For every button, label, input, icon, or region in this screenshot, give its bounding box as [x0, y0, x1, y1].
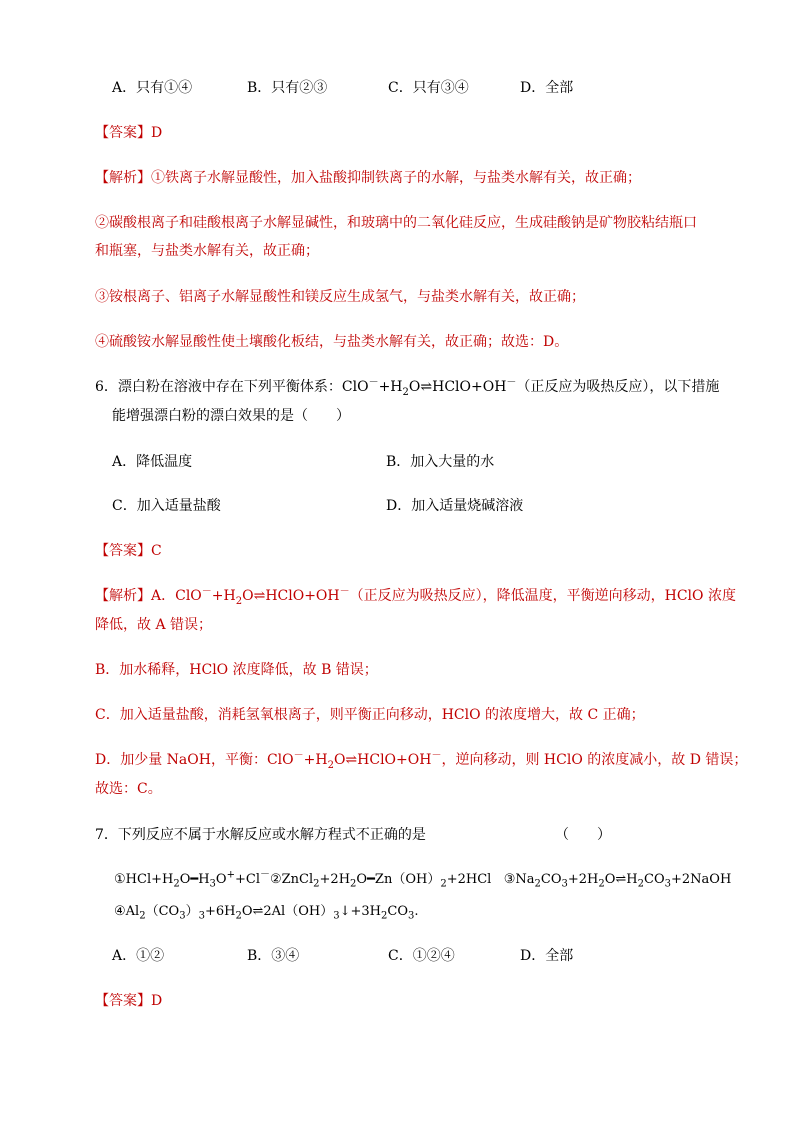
eq-part: H [198, 872, 210, 887]
eq-part: ③Na [503, 872, 535, 887]
sub: 3 [333, 910, 340, 922]
eq-part: +2H [567, 872, 599, 887]
q6-a-suffix: （正反应为吸热反应），降低温度，平衡逆向移动，HClO 浓度 [349, 588, 736, 604]
sub: 3 [198, 910, 205, 922]
sub: 2 [534, 878, 541, 890]
q6-analysis-line-3: B．加水稀释，HClO 浓度降低，故 B 错误； [95, 662, 378, 678]
eq-part: （CO [145, 904, 180, 919]
q5-answer: 【答案】D [95, 125, 163, 141]
q6-d-suffix: ，逆向移动，则 HClO 的浓度减小，故 D 错误； [441, 752, 748, 768]
q6-a-prefix: A．ClO [151, 588, 202, 604]
eq-part: ） [185, 904, 199, 919]
q6-a-mid2: O⇌HClO+OH [242, 588, 340, 604]
eq-part: +Cl [234, 872, 260, 887]
q5-option-c: C．只有③④ [388, 80, 469, 96]
eq-part: +2H [319, 872, 351, 887]
sup: + [226, 869, 235, 881]
q7-answer: 【答案】D [95, 993, 163, 1009]
sub: 2 [440, 878, 447, 890]
q6-stem-line-1 [95, 377, 719, 397]
q6-analysis-line-6: 故选：C。 [95, 781, 162, 797]
q5-analysis-line-4: ③铵根离子、铝离子水解显酸性和镁反应生成氢气，与盐类水解有关，故正确； [95, 289, 585, 305]
sub: 2 [350, 878, 357, 890]
q6-analysis-line-5 [95, 750, 747, 770]
eq-part: CO [540, 872, 562, 887]
q7-option-b: B．③④ [247, 948, 300, 964]
sub: 3 [664, 878, 671, 890]
sub: 2 [637, 878, 645, 890]
q6-answer: 【答案】C [95, 543, 162, 559]
sub: 2 [381, 910, 388, 922]
q6-stem-suffix: （正反应为吸热反应），以下措施 [516, 379, 720, 395]
q7-option-c: C．①②④ [388, 948, 455, 964]
q6-stem-mid2: O⇌HClO+OH [408, 379, 507, 395]
q6-d-mid2: O⇌HClO+OH [333, 752, 432, 768]
eq-part: ━ [190, 872, 199, 887]
sub: 2 [327, 759, 334, 771]
q5-analysis-text-1: ①铁离子水解显酸性，加入盐酸抑制铁离子的水解，与盐类水解有关，故正确； [151, 170, 641, 186]
q7-equations-line-1 [114, 870, 731, 890]
eq-part: ━ [367, 872, 375, 887]
q7-stem: 7．下列反应不属于水解反应或水解方程式不正确的是 [95, 827, 426, 843]
q6-option-d: D．加入适量烧碱溶液 [386, 498, 524, 514]
eq-part: CO [644, 872, 665, 887]
sub: 2 [139, 910, 146, 922]
sub: 2 [402, 386, 409, 398]
q6-a-mid: +H [211, 588, 236, 604]
q6-analysis-label: 【解析】 [95, 588, 151, 604]
q6-option-b: B．加入大量的水 [386, 454, 495, 470]
q6-d-mid: +H [303, 752, 328, 768]
q5-option-b: B．只有②③ [247, 80, 328, 96]
q5-analysis-line-1 [95, 168, 641, 188]
eq-part: +2NaOH [671, 872, 732, 887]
q5-analysis-line-2: ②碳酸根离子和硅酸根离子水解显碱性，和玻璃中的二氧化硅反应，生成硅酸钠是矿物胶粘结瓶口 [95, 215, 697, 231]
q6-stem-line-2: 能增强漂白粉的漂白效果的是（ ） [112, 408, 350, 424]
eq-part: +6H [204, 904, 236, 919]
sub: 2 [173, 878, 180, 890]
sup: － [339, 586, 350, 598]
eq-part: O⇌H [604, 872, 638, 887]
sup: － [293, 750, 304, 762]
sup: － [201, 586, 212, 598]
q5-option-a: A．只有①④ [112, 80, 193, 96]
q7-stem-paren: （ ） [555, 827, 611, 843]
q7-equations-line-2 [114, 902, 419, 922]
q5-analysis-line-5: ④硫酸铵水解显酸性使土壤酸化板结，与盐类水解有关，故正确；故选：D。 [95, 334, 569, 350]
q6-option-a: A．降低温度 [112, 454, 193, 470]
q7-option-d: D．全部 [520, 948, 574, 964]
eq-part: CO [387, 904, 408, 919]
q6-d-prefix: D．加少量 NaOH，平衡：ClO [95, 752, 294, 768]
eq-part: O [215, 872, 227, 887]
eq-part: Zn（OH） [374, 872, 441, 887]
eq-part: ↓+3H [339, 904, 381, 919]
eq-part: +2HCl [446, 872, 492, 887]
sub: 2 [235, 910, 242, 922]
q6-analysis-line-1 [95, 586, 736, 606]
eq-part: ①HCl+H [114, 872, 174, 887]
q6-stem-mid: +H [378, 379, 403, 395]
sub: 2 [235, 595, 243, 607]
sub: 3 [407, 910, 415, 922]
q6-analysis-line-4: C．加入适量盐酸，消耗氢氧根离子，则平衡正向移动，HClO 的浓度增大，故 C 正确； [95, 707, 645, 723]
q6-analysis-line-2: 降低，故 A 错误； [95, 617, 213, 633]
q7-option-a: A．①② [112, 948, 165, 964]
q6-option-c: C．加入适量盐酸 [112, 498, 221, 514]
eq-part: ④Al [114, 904, 140, 919]
sup: － [506, 377, 517, 389]
sub: 2 [598, 878, 605, 890]
q5-analysis-line-3: 和瓶塞，与盐类水解有关，故正确； [95, 243, 319, 259]
eq-part: O [179, 872, 191, 887]
q6-stem-prefix: 6．漂白粉在溶液中存在下列平衡体系：ClO [95, 379, 369, 395]
eq-part: ②ZnCl [269, 872, 314, 887]
sub: 3 [561, 878, 568, 890]
sup: － [431, 750, 442, 762]
q5-option-d: D．全部 [520, 80, 574, 96]
sup: － [368, 377, 379, 389]
sub: 2 [313, 878, 320, 890]
sub: 3 [179, 910, 186, 922]
q5-analysis-label: 【解析】 [95, 170, 151, 186]
eq-part: O [356, 872, 368, 887]
sup: － [259, 869, 270, 881]
eq-part: . [414, 904, 419, 919]
sub: 3 [209, 878, 216, 890]
eq-part: O⇌2Al（OH） [241, 904, 334, 919]
